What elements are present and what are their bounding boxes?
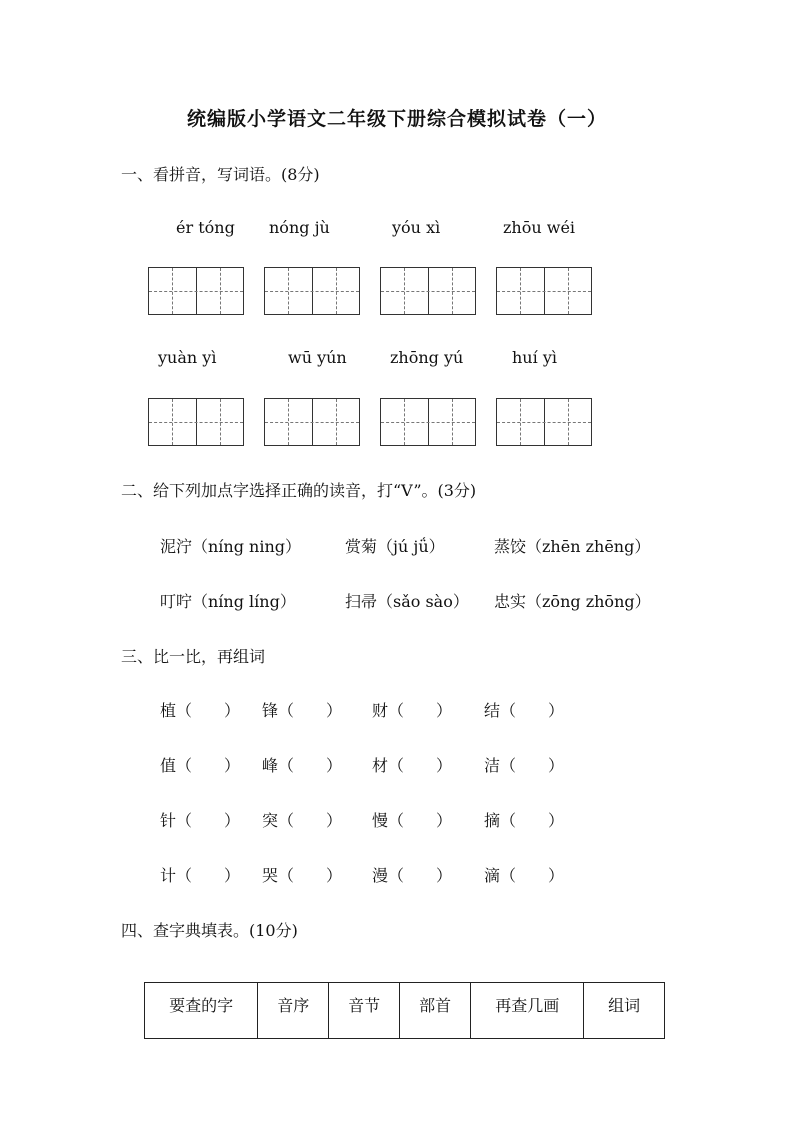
compare-word-3-2: 突（ ） (262, 811, 343, 830)
table-header-cell: 音序 (258, 983, 329, 1039)
dictionary-table (144, 982, 665, 1039)
writing-grid-1-3[interactable] (380, 267, 476, 315)
pinyin-2-4: huí yì (512, 348, 557, 367)
page-title: 统编版小学语文二年级下册综合模拟试卷（一） (186, 108, 607, 130)
pinyin-1-4: zhōu wéi (503, 218, 576, 237)
pinyin-2-3: zhōng yú (390, 348, 464, 367)
writing-grid-1-4[interactable] (496, 267, 592, 315)
section-1-heading: 一、看拼音，写词语。(8分) (121, 165, 320, 184)
table-header-row (145, 983, 665, 1039)
writing-grid-1-1[interactable] (148, 267, 244, 315)
writing-grid-2-4[interactable] (496, 398, 592, 446)
compare-word-2-2: 峰（ ） (262, 756, 343, 775)
reading-choice-4: 叮咛（níng líng） (160, 592, 296, 611)
compare-word-1-1: 植（ ） (160, 701, 241, 720)
pinyin-1-3: yóu xì (392, 218, 441, 237)
compare-word-4-1: 计（ ） (160, 866, 241, 885)
table-header-cell: 要查的字 (145, 983, 258, 1039)
compare-word-3-1: 针（ ） (160, 811, 241, 830)
pinyin-1-1: ér tóng (176, 218, 235, 237)
writing-grid-1-2[interactable] (264, 267, 360, 315)
compare-word-4-2: 哭（ ） (262, 866, 343, 885)
compare-word-2-1: 值（ ） (160, 756, 241, 775)
compare-word-4-4: 滴（ ） (484, 866, 565, 885)
reading-choice-2: 赏菊（jú jǘ） (345, 537, 445, 556)
compare-word-1-2: 锋（ ） (262, 701, 343, 720)
writing-grid-2-1[interactable] (148, 398, 244, 446)
table-header-cell: 再查几画 (471, 983, 584, 1039)
compare-word-2-4: 洁（ ） (484, 756, 565, 775)
compare-word-1-4: 结（ ） (484, 701, 565, 720)
table-header-cell: 组词 (584, 983, 665, 1039)
writing-grid-2-2[interactable] (264, 398, 360, 446)
reading-choice-3: 蒸饺（zhēn zhēng） (494, 537, 651, 556)
section-2-heading: 二、给下列加点字选择正确的读音，打“V”。(3分) (121, 481, 477, 500)
pinyin-2-2: wū yún (288, 348, 347, 367)
compare-word-3-4: 摘（ ） (484, 811, 565, 830)
table-header-cell: 部首 (400, 983, 471, 1039)
section-3-heading: 三、比一比，再组词 (121, 647, 266, 666)
compare-word-1-3: 财（ ） (372, 701, 453, 720)
table-header-cell: 音节 (329, 983, 400, 1039)
pinyin-2-1: yuàn yì (158, 348, 217, 367)
section-4-heading: 四、查字典填表。(10分) (121, 921, 298, 940)
pinyin-1-2: nóng jù (269, 218, 330, 237)
compare-word-4-3: 漫（ ） (372, 866, 453, 885)
compare-word-3-3: 慢（ ） (372, 811, 453, 830)
compare-word-2-3: 材（ ） (372, 756, 453, 775)
reading-choice-5: 扫帚（sǎo sào） (345, 592, 469, 611)
reading-choice-6: 忠实（zōng zhōng） (494, 592, 651, 611)
reading-choice-1: 泥泞（níng ning） (160, 537, 302, 556)
writing-grid-2-3[interactable] (380, 398, 476, 446)
